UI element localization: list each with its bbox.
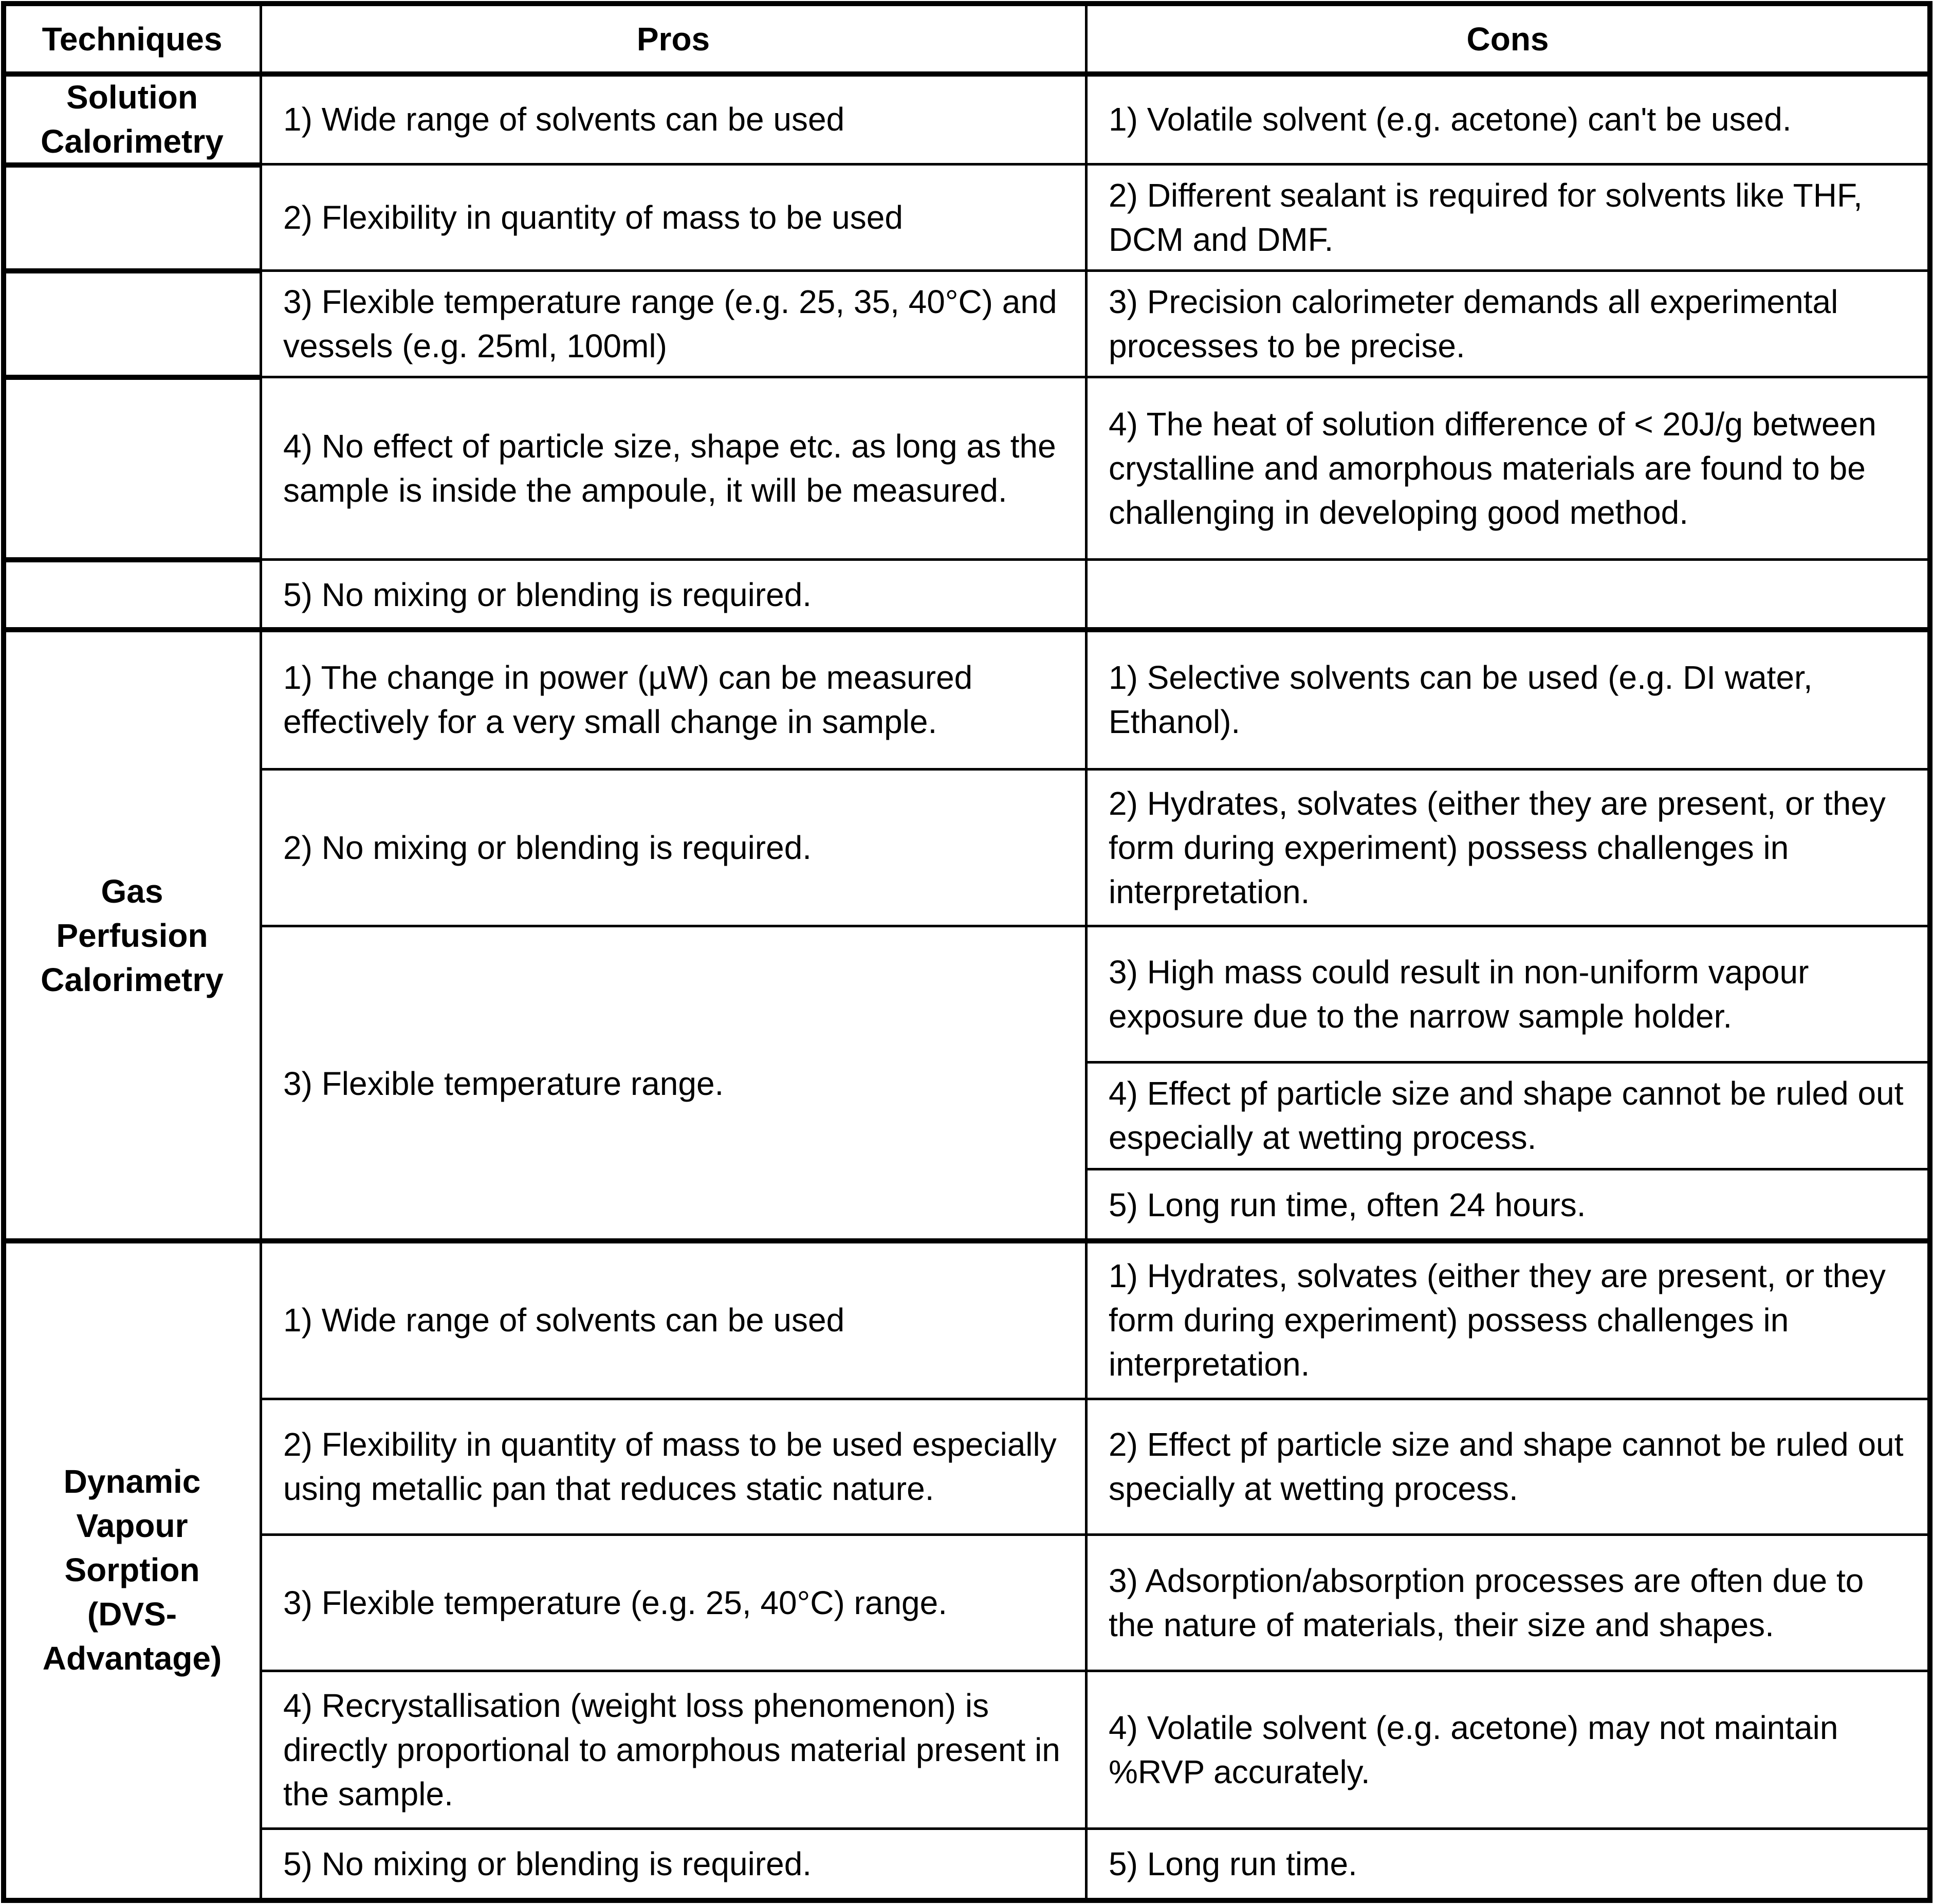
header-divider (1, 71, 1932, 77)
pro-item: 5) No mixing or blending is required. (283, 576, 812, 613)
column-divider (1085, 1, 1088, 1903)
con-item: 3) High mass could result in non-uniform vapour exposure due to the narrow sample holder. (1109, 953, 1809, 1035)
pro-item: 3) Flexible temperature range (e.g. 25, 35, 40°C) and vessels (e.g. 25ml, 100ml) (283, 283, 1057, 364)
con-item: 5) Long run time. (1109, 1845, 1357, 1882)
con-item (1086, 559, 1929, 630)
table-border-right (1927, 1, 1932, 1903)
pro-item: 1) Wide range of solvents can be used (283, 1301, 845, 1339)
pro-item: 2) Flexibility in quantity of mass to be used especially using metallic pan that reduces static nature. (283, 1426, 1057, 1507)
row-divider (261, 163, 1932, 166)
con-item: 5) Long run time, often 24 hours. (1109, 1186, 1586, 1223)
pro-item: 4) No effect of particle size, shape etc. as long as the sample is inside the ampoule, it will be measured. (283, 427, 1056, 509)
row-divider (1, 162, 261, 168)
con-item: 3) Precision calorimeter demands all experimental processes to be precise. (1109, 283, 1838, 364)
con-item: 4) The heat of solution difference of < 20J/g between crystalline and amorphous materials are found to be challenging in developing good method. (1109, 405, 1876, 531)
row-divider (1086, 1061, 1932, 1064)
row-divider (261, 1533, 1932, 1536)
technique-dynamic-vapour-sorption: Dynamic Vapour Sorption (DVS-Advantage) (42, 1463, 222, 1677)
header-cons: Cons (1466, 20, 1549, 58)
con-item: 1) Volatile solvent (e.g. acetone) can't be used. (1109, 100, 1792, 138)
pro-item: 3) Flexible temperature (e.g. 25, 40°C) range. (283, 1584, 947, 1621)
row-divider (261, 558, 1932, 561)
row-divider (261, 768, 1932, 771)
technique-gas-perfusion-calorimetry: Gas Perfusion Calorimetry (41, 872, 224, 998)
con-item: 1) Selective solvents can be used (e.g. DI water, Ethanol). (1109, 658, 1813, 740)
pro-item: 4) Recrystallisation (weight loss phenomenon) is directly proportional to amorphous material present in the sample. (283, 1687, 1060, 1813)
row-divider (1, 268, 261, 273)
con-item: 3) Adsorption/absorption processes are often due to the nature of materials, their size and shapes. (1109, 1562, 1864, 1643)
row-divider (1, 375, 261, 380)
con-item: 1) Hydrates, solvates (either they are present, or they form during experiment) possess challenges in interpretation. (1109, 1257, 1886, 1383)
pro-item: 5) No mixing or blending is required. (283, 1845, 812, 1882)
table-border-left (1, 1, 6, 1903)
row-divider (1086, 1168, 1932, 1170)
row-divider (1, 557, 261, 562)
pro-item: 1) Wide range of solvents can be used (283, 100, 845, 138)
header-techniques: Techniques (42, 20, 223, 58)
pro-item: 2) No mixing or blending is required. (283, 829, 812, 866)
pro-item: 3) Flexible temperature range. (283, 1065, 724, 1102)
pro-item: 2) Flexibility in quantity of mass to be used (283, 198, 903, 236)
row-divider (261, 1827, 1932, 1830)
row-divider (261, 925, 1932, 927)
con-item: 2) Hydrates, solvates (either they are present, or they form during experiment) possess challenges in interpretation. (1109, 784, 1886, 910)
table-border-top (1, 1, 1932, 6)
con-item: 2) Different sealant is required for solvents like THF, DCM and DMF. (1109, 176, 1863, 258)
section-divider (1, 627, 1932, 632)
section-divider (1, 1238, 1932, 1243)
con-item: 4) Volatile solvent (e.g. acetone) may not maintain %RVP accurately. (1109, 1709, 1838, 1790)
header-pros: Pros (636, 20, 710, 58)
row-divider (261, 1398, 1932, 1400)
row-divider (261, 269, 1932, 272)
con-item: 2) Effect pf particle size and shape cannot be ruled out specially at wetting process. (1109, 1426, 1904, 1507)
column-divider (260, 1, 262, 1903)
table-border-bottom (1, 1898, 1932, 1903)
pro-item: 1) The change in power (µW) can be measured effectively for a very small change in sample. (283, 658, 973, 740)
technique-solution-calorimetry: Solution Calorimetry (41, 78, 224, 160)
row-divider (261, 376, 1932, 378)
row-divider (261, 1670, 1932, 1672)
con-item: 4) Effect pf particle size and shape cannot be ruled out especially at wetting process. (1109, 1075, 1904, 1156)
